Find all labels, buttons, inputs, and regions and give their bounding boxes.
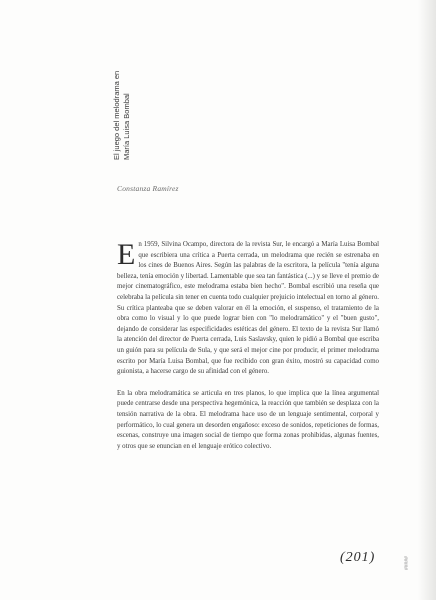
article-title-line2: María Luisa Bombal [122,93,131,160]
article-body [117,240,379,452]
side-margin-mark: ##### [404,556,410,570]
article-title-line1: El juego del melodrama en [112,70,121,160]
page-number: (201) [340,550,376,565]
paragraph-1 [117,240,379,378]
scan-edge-shadow [418,0,436,600]
article-title [112,71,132,160]
author-name: Constanza Ramírez [117,184,179,193]
drop-cap: E [117,238,136,271]
paragraph-1-text: n 1959, Silvina Ocampo, directora de la revista Sur, le encargó a María Luisa Bombal que escribiera una crítica a Puerta cerrada, un melodrama que recién se estrenaba en los cines de Buenos Aires. Según las palabras de la escritora, la película "tenía alguna belleza, tenía emoción y libertad. Lamentable que sea tan fantástica (...) y se lleve el premio de mejor cinematográfico, este melodrama estaba bien hecho". Bombal escribió una reseña que celebraba la película sin tener en cuenta todo cualquier prejuicio intelectual en torno al género. Su crítica planteaba que se deben valorar en él la emoción, el suspenso, el tratamiento de la obra como lo visual y lo que puede lograr bien con "lo melodramático" y el "buen gusto", dejando de considerar las especificidades estéticas del género. El texto de la revista Sur llamó la atención del director de Puerta cerrada, Luis Saslavsky, quien le pidió a Bombal que escriba un guión para su película de Sula, y que será el mejor cine por producir, el primer melodrama escrito por María Luisa Bombal, que fue recibido con gran éxito, mostró su capacidad como guionista, a hacerse cargo de su afinidad con el género. [117,241,379,376]
paragraph-2: En la obra melodramática se articula en tres planos, lo que implica que la línea argumental puede centrarse desde una perspectiva hegemónica, la reacción que también se desplaza con la tensión narrativa de la obra. El melodrama hace uso de un lenguaje sentimental, corporal y performático, lo cual genera un desorden engañoso: exceso de sonidos, repeticiones de formas, escenas, construye una imagen social de tiempo que forma zonas prohibidas, algunas fuentes, y otros que se enuncian en el lenguaje erótico colectivo. [117,389,379,450]
